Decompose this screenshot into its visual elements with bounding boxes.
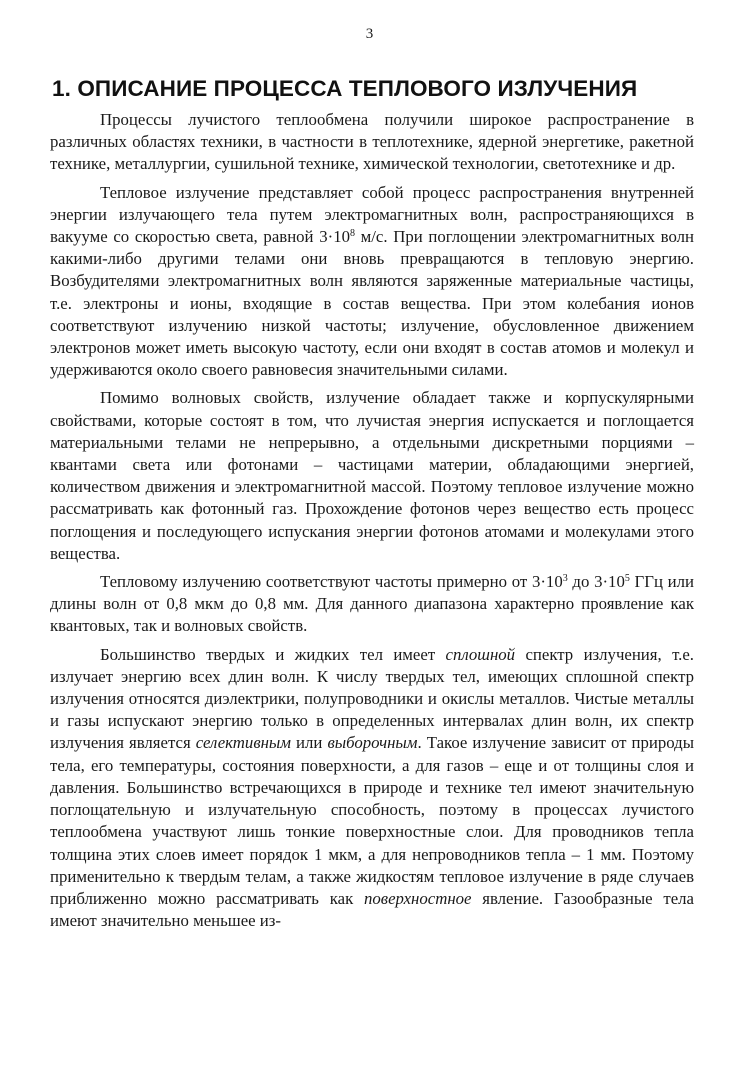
emphasis-term: выборочным: [327, 733, 418, 753]
paragraph-5-text-d: . Такое излучение зависит от природы тела, его температуры, состояния поверхности, а для газов – еще и от толщины слоя и давления. Большинство встречающихся в природе и технике тел имеют значительную поглощательную и излучательную способность, поэтому в процессах лучистого теплообмена участвуют лишь тонкие поверхностные слои. Для проводников тепла толщина этих слоев имеет порядок 1 мкм, а для непроводников тепла – 1 мм. Поэтому применительно к твердым телам, а также жидкостям тепловое излучение в ряде случаев приближенно можно рассматривать как: [50, 733, 694, 908]
exponent: 8: [349, 228, 355, 240]
paragraph-2-text-b: м/с. При поглощении электромагнитных волн какими-либо другими телами они вновь превращаются в тепловую энергию. Возбудителями электромагнитных волн являются заряженные материальные частицы, т.е. электроны и ионы, входящие в состав вещества. При этом колебания ионов соответствуют излучению низкой частоты; излучение, обусловленное движением электронов может иметь высокую частоту, если они входят в состав атомов и молекул и удерживаются около своего равновесия значительными силами.: [50, 227, 694, 380]
paragraph-3: Помимо волновых свойств, излучение обладает также и корпускулярными свойствами, которые состоят в том, что лучистая энергия испускается и поглощается материальными телами не непрерывно, а отдельными дискретными порциями – квантами света или фотонами – частицами материи, обладающими энергией, количеством движения и электромагнитной массой. Поэтому тепловое излучение можно рассматривать как фотонный газ. Прохождение фотонов через вещество есть процесс поглощения и последующего испускания энергии фотонов атомами и молекулами этого вещества.: [50, 388, 694, 563]
emphasis-term: сплошной: [445, 644, 516, 664]
paragraph-4-text-c: ГГц или длины волн от 0,8 мкм до 0,8 мм. Для данного диапазона характерно проявление как квантовых, так и волновых свойств.: [50, 572, 694, 636]
exponent: 3: [562, 573, 568, 585]
paragraph-5-text-e: явление. Газообразные тела имеют значительно меньшее из-: [50, 888, 694, 931]
page-number: 3: [365, 26, 374, 42]
emphasis-term: поверхностное: [364, 888, 472, 908]
paragraph-4-text-a: Тепловому излучению соответствуют частоты примерно от 3·10: [100, 572, 563, 592]
exponent: 5: [624, 573, 630, 585]
paragraph-4: [50, 571, 694, 638]
paragraph-5-text-a: Большинство твердых и жидких тел имеет: [100, 644, 446, 664]
paragraph-4-text-b: до 3·10: [567, 572, 625, 592]
body-text: [50, 109, 694, 938]
paragraph-5-text-c: или: [291, 733, 328, 753]
paragraph-2: [50, 182, 694, 382]
section-heading: 1. ОПИСАНИЕ ПРОЦЕССА ТЕПЛОВОГО ИЗЛУЧЕНИЯ: [52, 76, 638, 101]
paragraph-5-text-b: спектр излучения, т.е. излучает энергию всех длин волн. К числу твердых тел, имеющих сплошной спектр излучения относятся диэлектрики, полупроводники и окислы металлов. Чистые металлы и газы испускают энергию только в определенных интервалах длин волн, их спектр излучения является: [50, 644, 694, 753]
emphasis-term: селективным: [195, 733, 291, 753]
paragraph-2-text-a: Тепловое излучение представляет собой процесс распространения внутренней энергии излучающего тела путем электромагнитных волн, распространяющихся в вакууме со скоростью света, равной 3·10: [50, 182, 694, 247]
paragraph-5: [50, 644, 694, 933]
paragraph-1: Процессы лучистого теплообмена получили широкое распространение в различных областях техники, в частности в теплотехнике, ядерной энергетике, ракетной технике, металлургии, сушильной технике, химической технологии, светотехнике и др.: [50, 110, 694, 174]
